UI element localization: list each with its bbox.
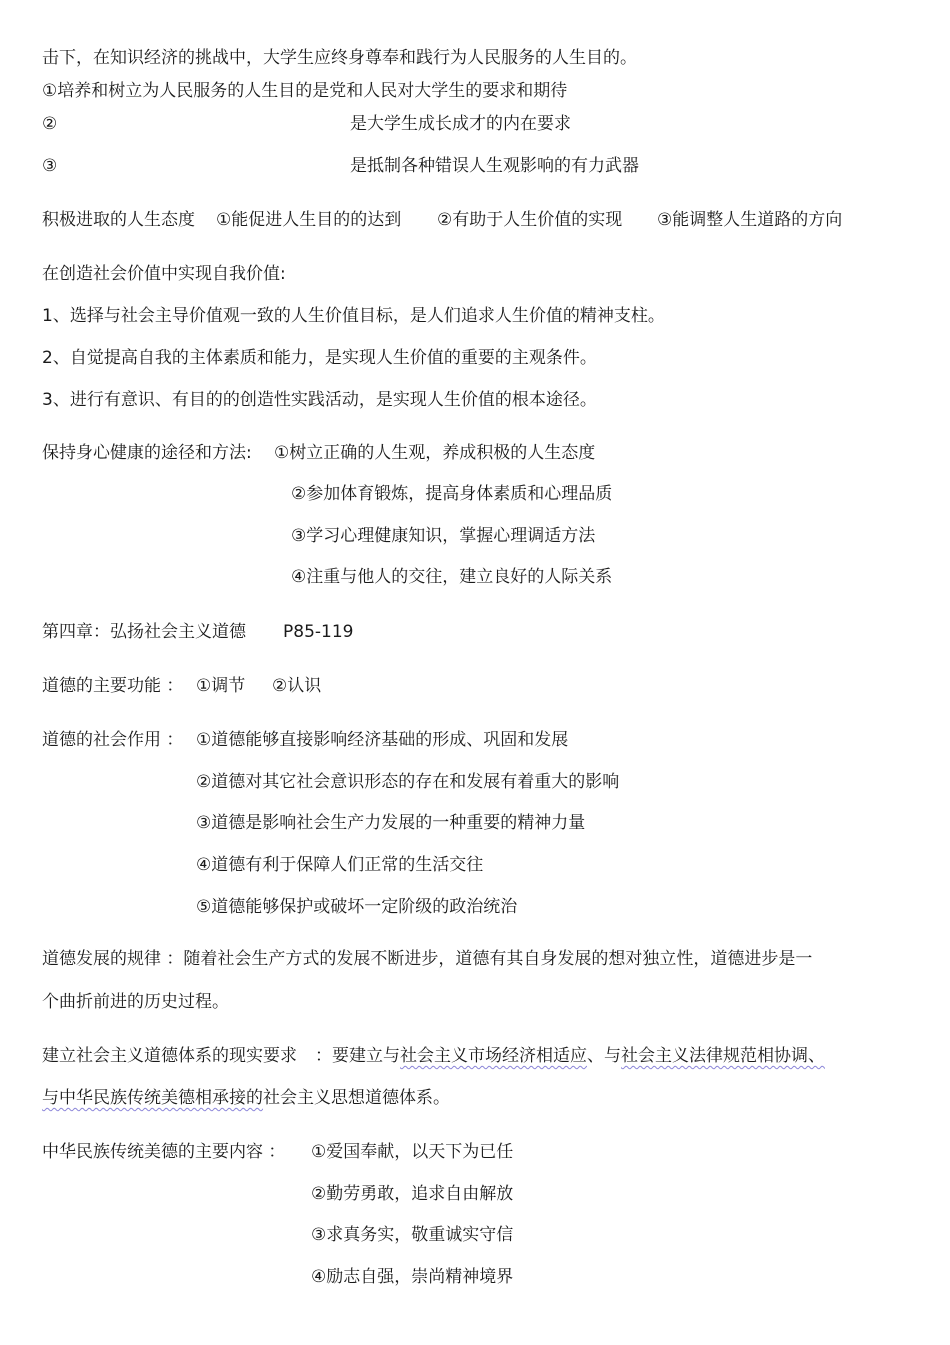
intro-item-2-number: ② (42, 114, 58, 134)
moral-system-text-f: 社会主义思想道德体系。 (263, 1088, 450, 1108)
health-item-3: ③学习心理健康知识，掌握心理调适方法 (291, 526, 596, 546)
self-value-item-2: 2、自觉提高自我的主体素质和能力，是实现人生价值的重要的主观条件。 (42, 348, 597, 368)
health-item-4: ④注重与他人的交往，建立良好的人际关系 (291, 567, 613, 587)
moral-system-text-e: 与中华民族传统美德相承接的 (42, 1088, 263, 1108)
attitude-point-2: ②有助于人生价值的实现 (437, 210, 623, 230)
moral-system-text-c: 、与 (587, 1046, 621, 1066)
moral-function-label: 道德的主要功能 ： (42, 676, 184, 696)
health-item-2: ②参加体育锻炼，提高身体素质和心理品质 (291, 484, 613, 504)
moral-role-item-2: ②道德对其它社会意识形态的存在和发展有着重大的影响 (196, 772, 620, 792)
moral-system-text-d: 社会主义法律规范相协调、 (621, 1046, 825, 1066)
health-item-1: ①树立正确的人生观，养成积极的人生态度 (274, 443, 596, 463)
moral-role-item-5: ⑤道德能够保护或破坏一定阶级的政治统治 (196, 897, 518, 917)
intro-item-2-text: 是大学生成长成才的内在要求 (350, 114, 571, 134)
attitude-point-1: ①能促进人生目的的达到 (216, 210, 402, 230)
chapter-pages: P85-119 (283, 622, 354, 642)
moral-role-item-4: ④道德有利于保障人们正常的生活交往 (196, 855, 484, 875)
self-value-item-3: 3、进行有意识、有目的的创造性实践活动，是实现人生价值的根本途径。 (42, 390, 597, 410)
moral-role-item-1: ①道德能够直接影响经济基础的形成、巩固和发展 (196, 730, 569, 750)
virtue-item-4: ④励志自强，崇尚精神境界 (311, 1267, 514, 1287)
moral-law-line-2: 个曲折前进的历史过程。 (42, 992, 229, 1012)
intro-item-1: ①培养和树立为人民服务的人生目的是党和人民对大学生的要求和期待 (42, 81, 568, 101)
virtue-item-2: ②勤劳勇敢，追求自由解放 (311, 1184, 514, 1204)
moral-role-label: 道德的社会作用 ： (42, 730, 184, 750)
health-label: 保持身心健康的途径和方法: (42, 443, 252, 463)
intro-item-3-number: ③ (42, 156, 58, 176)
intro-item-3-text: 是抵制各种错误人生观影响的有力武器 (350, 156, 639, 176)
chapter-title: 第四章：弘扬社会主义道德 (42, 622, 246, 642)
moral-system-text-a: ：要建立与 (315, 1046, 400, 1066)
moral-system-text-b: 社会主义市场经济相适应 (400, 1046, 587, 1066)
attitude-title: 积极进取的人生态度 (42, 210, 195, 230)
moral-function-2: ②认识 (272, 676, 322, 696)
virtue-label: 中华民族传统美德的主要内容 ： (42, 1142, 286, 1162)
self-value-heading: 在创造社会价值中实现自我价值: (42, 264, 286, 284)
virtue-item-1: ①爱国奉献，以天下为已任 (311, 1142, 514, 1162)
moral-function-1: ①调节 (196, 676, 246, 696)
moral-role-item-3: ③道德是影响社会生产力发展的一种重要的精神力量 (196, 813, 586, 833)
virtue-item-3: ③求真务实，敬重诚实守信 (311, 1225, 514, 1245)
attitude-point-3: ③能调整人生道路的方向 (657, 210, 843, 230)
moral-system-line-2 (42, 1087, 450, 1109)
moral-system-label: 建立社会主义道德体系的现实要求 (42, 1046, 297, 1066)
intro-line: 击下，在知识经济的挑战中，大学生应终身尊奉和践行为人民服务的人生目的。 (42, 48, 637, 68)
moral-law-line-1: 道德发展的规律 ：随着社会生产方式的发展不断进步，道德有其自身发展的想对独立性，道德进步是一 (42, 949, 813, 969)
moral-system-line-1 (42, 1045, 825, 1067)
self-value-item-1: 1、选择与社会主导价值观一致的人生价值目标，是人们追求人生价值的精神支柱。 (42, 306, 665, 326)
